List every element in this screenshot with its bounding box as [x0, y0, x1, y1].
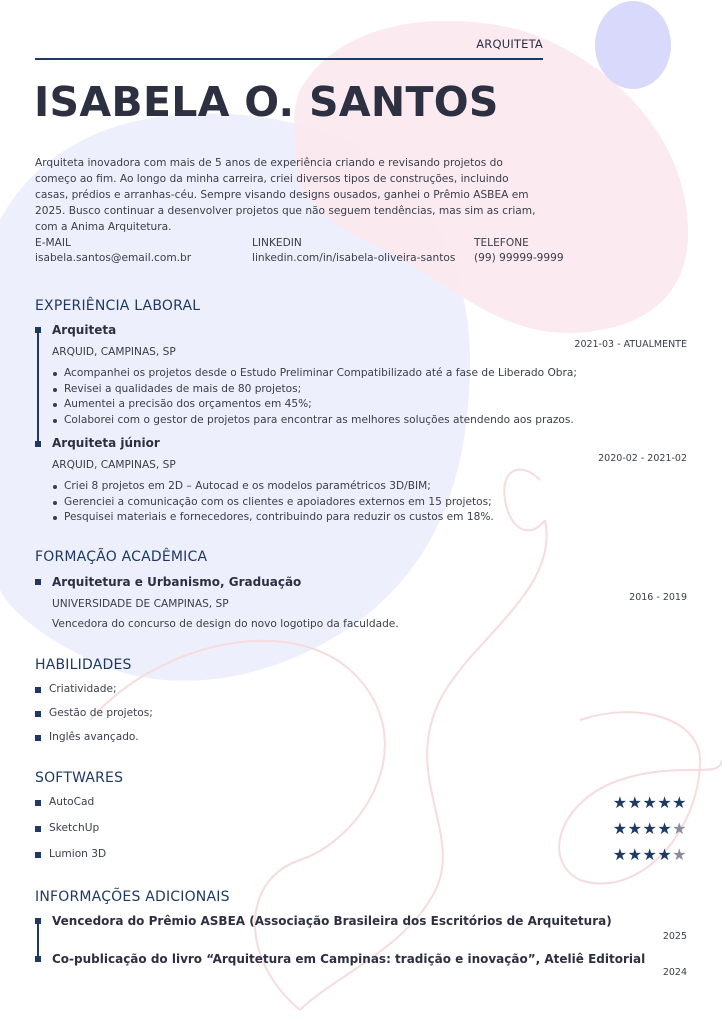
star-filled-icon: ★ — [612, 845, 628, 864]
experience-timeline-line — [37, 327, 39, 445]
software-marker — [35, 826, 41, 832]
star-filled-icon: ★ — [627, 819, 643, 838]
skill-marker — [35, 735, 41, 741]
email-value: isabela.santos@email.com.br — [35, 252, 192, 264]
skill-marker — [35, 711, 41, 717]
job-company: ARQUID, CAMPINAS, SP — [52, 459, 176, 471]
rating-stars — [613, 795, 687, 811]
contact-email — [35, 236, 191, 266]
star-filled-icon: ★ — [627, 845, 643, 864]
star-filled-icon: ★ — [612, 793, 628, 812]
job-bullets — [52, 366, 577, 428]
header-divider — [35, 58, 543, 60]
skill-marker — [35, 687, 41, 693]
additional-item-title: Co-publicação do livro “Arquitetura em Campinas: tradição e inovação”, Ateliê Editorial — [52, 952, 646, 966]
linkedin-label: LINKEDIN — [252, 237, 302, 249]
star-empty-icon: ★ — [672, 845, 687, 864]
star-filled-icon: ★ — [672, 793, 687, 812]
timeline-marker — [35, 579, 41, 585]
education-note: Vencedora do concurso de design do novo logotipo da faculdade. — [52, 618, 399, 630]
job-date: 2021-03 - ATUALMENTE — [574, 339, 687, 350]
job-company: ARQUID, CAMPINAS, SP — [52, 346, 176, 358]
software-name: AutoCad — [49, 796, 95, 808]
section-title-software: SOFTWARES — [35, 770, 124, 786]
phone-label: TELEFONE — [474, 237, 529, 249]
additional-item-date: 2024 — [662, 967, 687, 978]
education-date: 2016 - 2019 — [629, 592, 687, 603]
timeline-marker — [35, 918, 41, 924]
software-name: SketchUp — [49, 822, 100, 834]
star-filled-icon: ★ — [642, 793, 658, 812]
list-item: Gerenciei a comunicação com os clientes e apoiadores externos em 15 projetos; — [52, 495, 494, 511]
job-date: 2020-02 - 2021-02 — [598, 453, 687, 464]
timeline-marker — [35, 441, 41, 447]
email-label: E-MAIL — [35, 237, 71, 249]
section-title-experience: EXPERIÊNCIA LABORAL — [35, 298, 201, 314]
skill-item: Gestão de projetos; — [49, 707, 153, 719]
skill-item: Inglês avançado. — [49, 731, 139, 743]
timeline-marker — [35, 956, 41, 962]
software-marker — [35, 800, 41, 806]
list-item: Pesquisei materiais e fornecedores, contribuindo para reduzir os custos em 18%. — [52, 510, 494, 526]
star-filled-icon: ★ — [657, 793, 673, 812]
skill-item: Criatividade; — [49, 683, 117, 695]
list-item: Acompanhei os projetos desde o Estudo Preliminar Compatibilizado até a fase de Liberado Obra; — [52, 366, 577, 382]
linkedin-value: linkedin.com/in/isabela-oliveira-santos — [252, 252, 456, 264]
star-filled-icon: ★ — [612, 819, 628, 838]
additional-item-title: Vencedora do Prêmio ASBEA (Associação Brasileira dos Escritórios de Arquitetura) — [52, 914, 612, 928]
star-filled-icon: ★ — [642, 819, 658, 838]
phone-value: (99) 99999-9999 — [474, 252, 564, 264]
star-filled-icon: ★ — [627, 793, 643, 812]
section-title-additional: INFORMAÇÕES ADICIONAIS — [35, 889, 230, 905]
rating-stars — [613, 847, 687, 863]
star-filled-icon: ★ — [642, 845, 658, 864]
job-title: Arquiteta — [52, 323, 117, 337]
degree-title: Arquitetura e Urbanismo, Graduação — [52, 575, 302, 589]
section-title-skills: HABILIDADES — [35, 657, 132, 673]
list-item: Criei 8 projetos em 2D – Autocad e os modelos paramétricos 3D/BIM; — [52, 479, 494, 495]
profile-summary: Arquiteta inovadora com mais de 5 anos de experiência criando e revisando projetos do começo ao fim. Ao longo da minha carreira, criei diversos tipos de construções, incluindo casas, prédios e arranhas-céu. Sempre visando designs ousados, ganhei o Prêmio ASBEA em 2025. Busco continuar a desenvolver projetos que não seguem tendências, mas sim as criam, com a Anima Arquitetura. — [35, 157, 536, 233]
rating-stars — [613, 821, 687, 837]
person-name: ISABELA O. SANTOS — [34, 78, 499, 126]
timeline-marker — [35, 327, 41, 333]
contact-linkedin — [252, 236, 455, 266]
star-filled-icon: ★ — [657, 845, 673, 864]
section-title-education: FORMAÇÃO ACADÊMICA — [35, 549, 208, 565]
school-name: UNIVERSIDADE DE CAMPINAS, SP — [52, 598, 229, 610]
software-name: Lumion 3D — [49, 848, 107, 860]
list-item: Aumentei a precisão dos orçamentos em 45%; — [52, 397, 577, 413]
contact-phone — [474, 236, 564, 266]
job-role: ARQUITETA — [476, 37, 543, 51]
job-title: Arquiteta júnior — [52, 436, 160, 450]
star-empty-icon: ★ — [672, 819, 687, 838]
list-item: Revisei a qualidades de mais de 80 projetos; — [52, 382, 577, 398]
job-bullets — [52, 479, 494, 526]
star-filled-icon: ★ — [657, 819, 673, 838]
additional-timeline-line — [37, 918, 39, 958]
additional-item-date: 2025 — [662, 931, 687, 942]
software-marker — [35, 852, 41, 858]
list-item: Colaborei com o gestor de projetos para encontrar as melhores soluções atendendo aos prazos. — [52, 413, 577, 429]
